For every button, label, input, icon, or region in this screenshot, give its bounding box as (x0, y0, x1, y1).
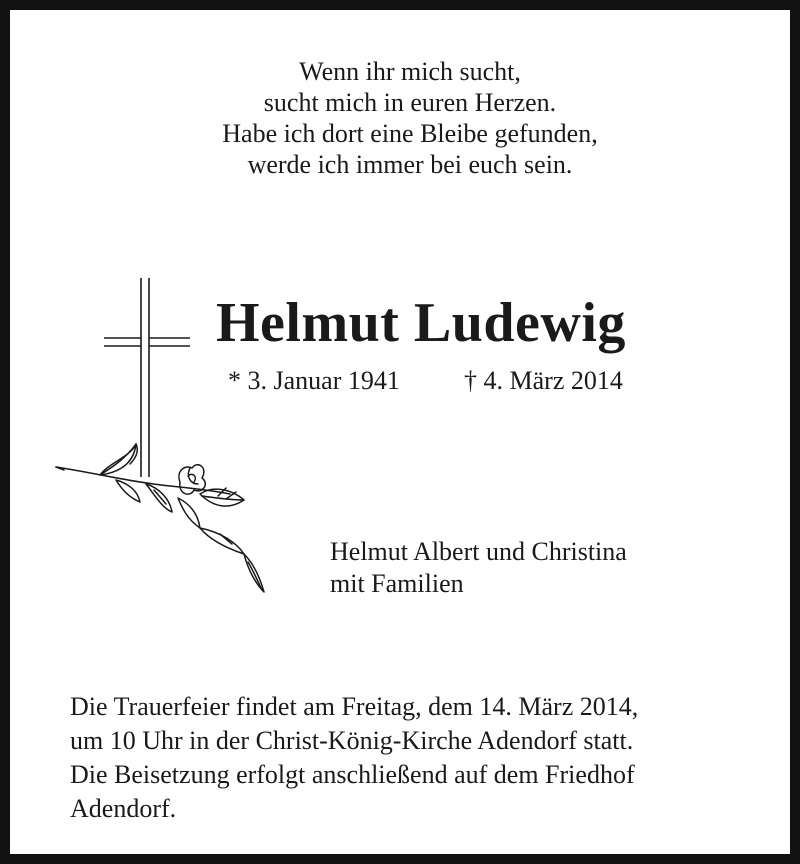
poem-line: werde ich immer bei euch sein. (247, 150, 573, 179)
family-line: Helmut Albert und Christina (330, 537, 627, 566)
birth-date: * 3. Januar 1941 (228, 366, 400, 395)
poem-line: sucht mich in euren Herzen. (263, 88, 557, 117)
notice-line: um 10 Uhr in der Christ-König-Kirche Adendorf statt. (70, 726, 634, 755)
deceased-name: Helmut Ludewig (216, 292, 626, 354)
family-signature (330, 536, 627, 600)
notice-line: Die Trauerfeier findet am Freitag, dem 14. März 2014, (70, 692, 639, 721)
notice-line: Adendorf. (70, 794, 177, 823)
funeral-notice (70, 690, 638, 826)
poem-line: Habe ich dort eine Bleibe gefunden, (222, 119, 598, 148)
family-line: mit Familien (330, 569, 464, 598)
poem-line: Wenn ihr mich sucht, (299, 57, 521, 86)
notice-line: Die Beisetzung erfolgt anschließend auf dem Friedhof (70, 760, 635, 789)
death-date: † 4. März 2014 (464, 366, 623, 395)
memorial-poem (10, 56, 800, 180)
